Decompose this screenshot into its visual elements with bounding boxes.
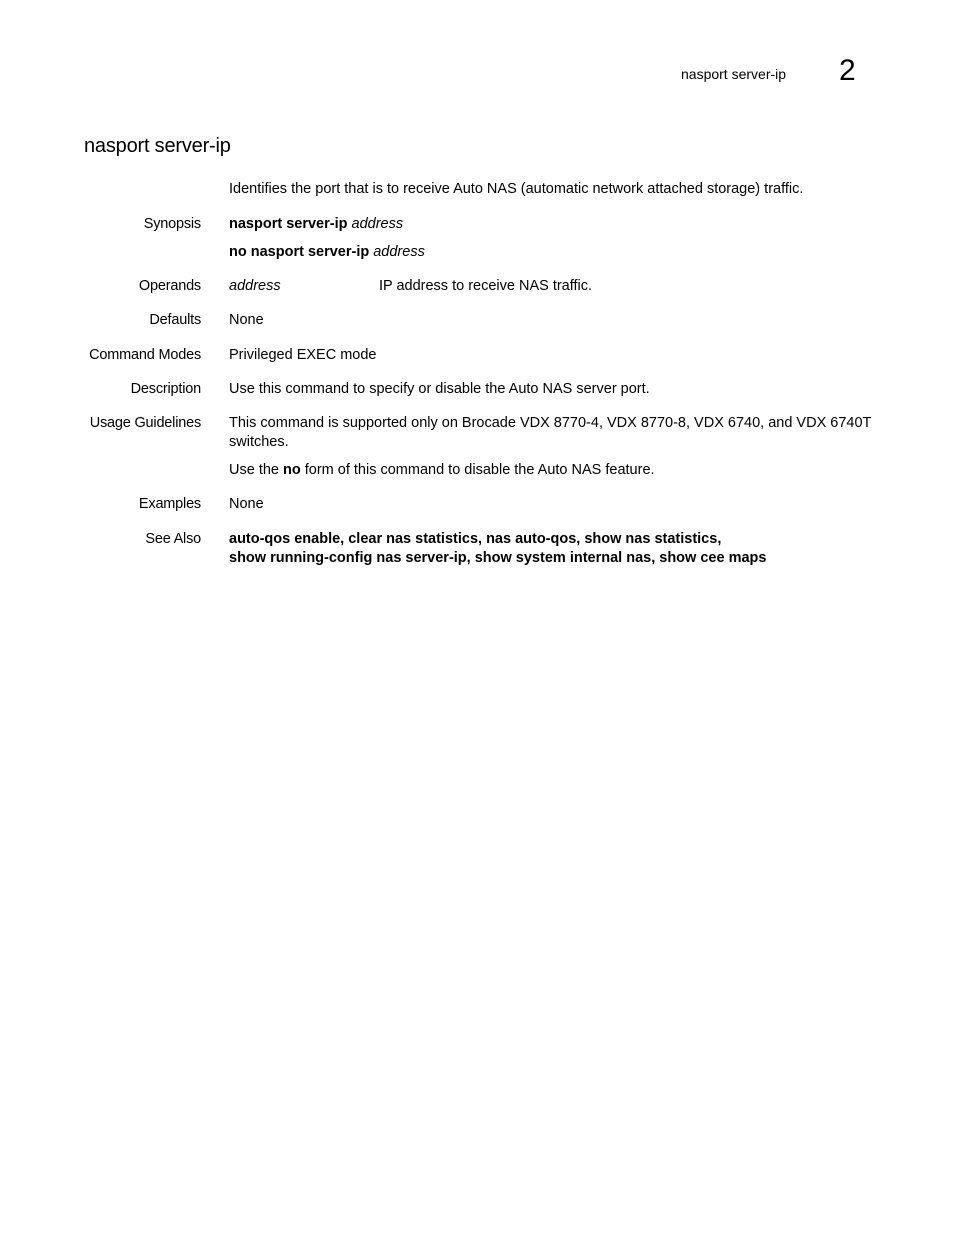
usage-p2-post: form of this command to disable the Auto NAS feature. [300,462,655,478]
usage-label: Usage Guidelines [89,415,201,431]
examples-label: Examples [138,496,201,512]
defaults-label: Defaults [149,312,201,328]
defaults-text: None [229,312,264,328]
synopsis-argument: address [351,216,404,232]
see-also-content [229,530,879,568]
operand-definition: IP address to receive NAS traffic. [379,278,593,294]
synopsis-line-1 [229,215,879,234]
examples-text: None [229,496,264,512]
synopsis-content [229,215,879,262]
see-also-line-1: auto-qos enable, clear nas statistics, nas auto-qos, show nas statistics, [229,531,722,547]
chapter-number: 2 [839,54,856,87]
usage-paragraph-2 [229,461,879,480]
synopsis-command: nasport server-ip [229,216,348,232]
synopsis-line-2 [229,243,879,262]
see-also-label: See Also [145,531,201,547]
operand-term: address [229,278,281,294]
operands-label: Operands [138,278,201,294]
description-text: Use this command to specify or disable the Auto NAS server port. [229,381,650,397]
running-header-title: nasport server-ip [681,66,787,82]
synopsis-no-command: no nasport server-ip [229,244,370,260]
command-modes-text: Privileged EXEC mode [229,347,377,363]
see-also-line-2: show running-config nas server-ip, show system internal nas, show cee maps [229,550,767,566]
synopsis-no-argument: address [373,244,425,260]
usage-content [229,414,879,480]
page-title: nasport server-ip [84,135,231,157]
usage-p2-pre: Use the [229,462,283,478]
usage-p2-keyword: no [283,462,301,478]
description-label: Description [130,381,201,397]
command-modes-label: Command Modes [89,347,201,363]
synopsis-label: Synopsis [143,216,201,232]
intro-text: Identifies the port that is to receive Auto NAS (automatic network attached storage) traffic. [229,181,804,197]
usage-paragraph-1: This command is supported only on Brocade VDX 8770-4, VDX 8770-8, VDX 6740, and VDX 6740T switches. [229,415,872,450]
